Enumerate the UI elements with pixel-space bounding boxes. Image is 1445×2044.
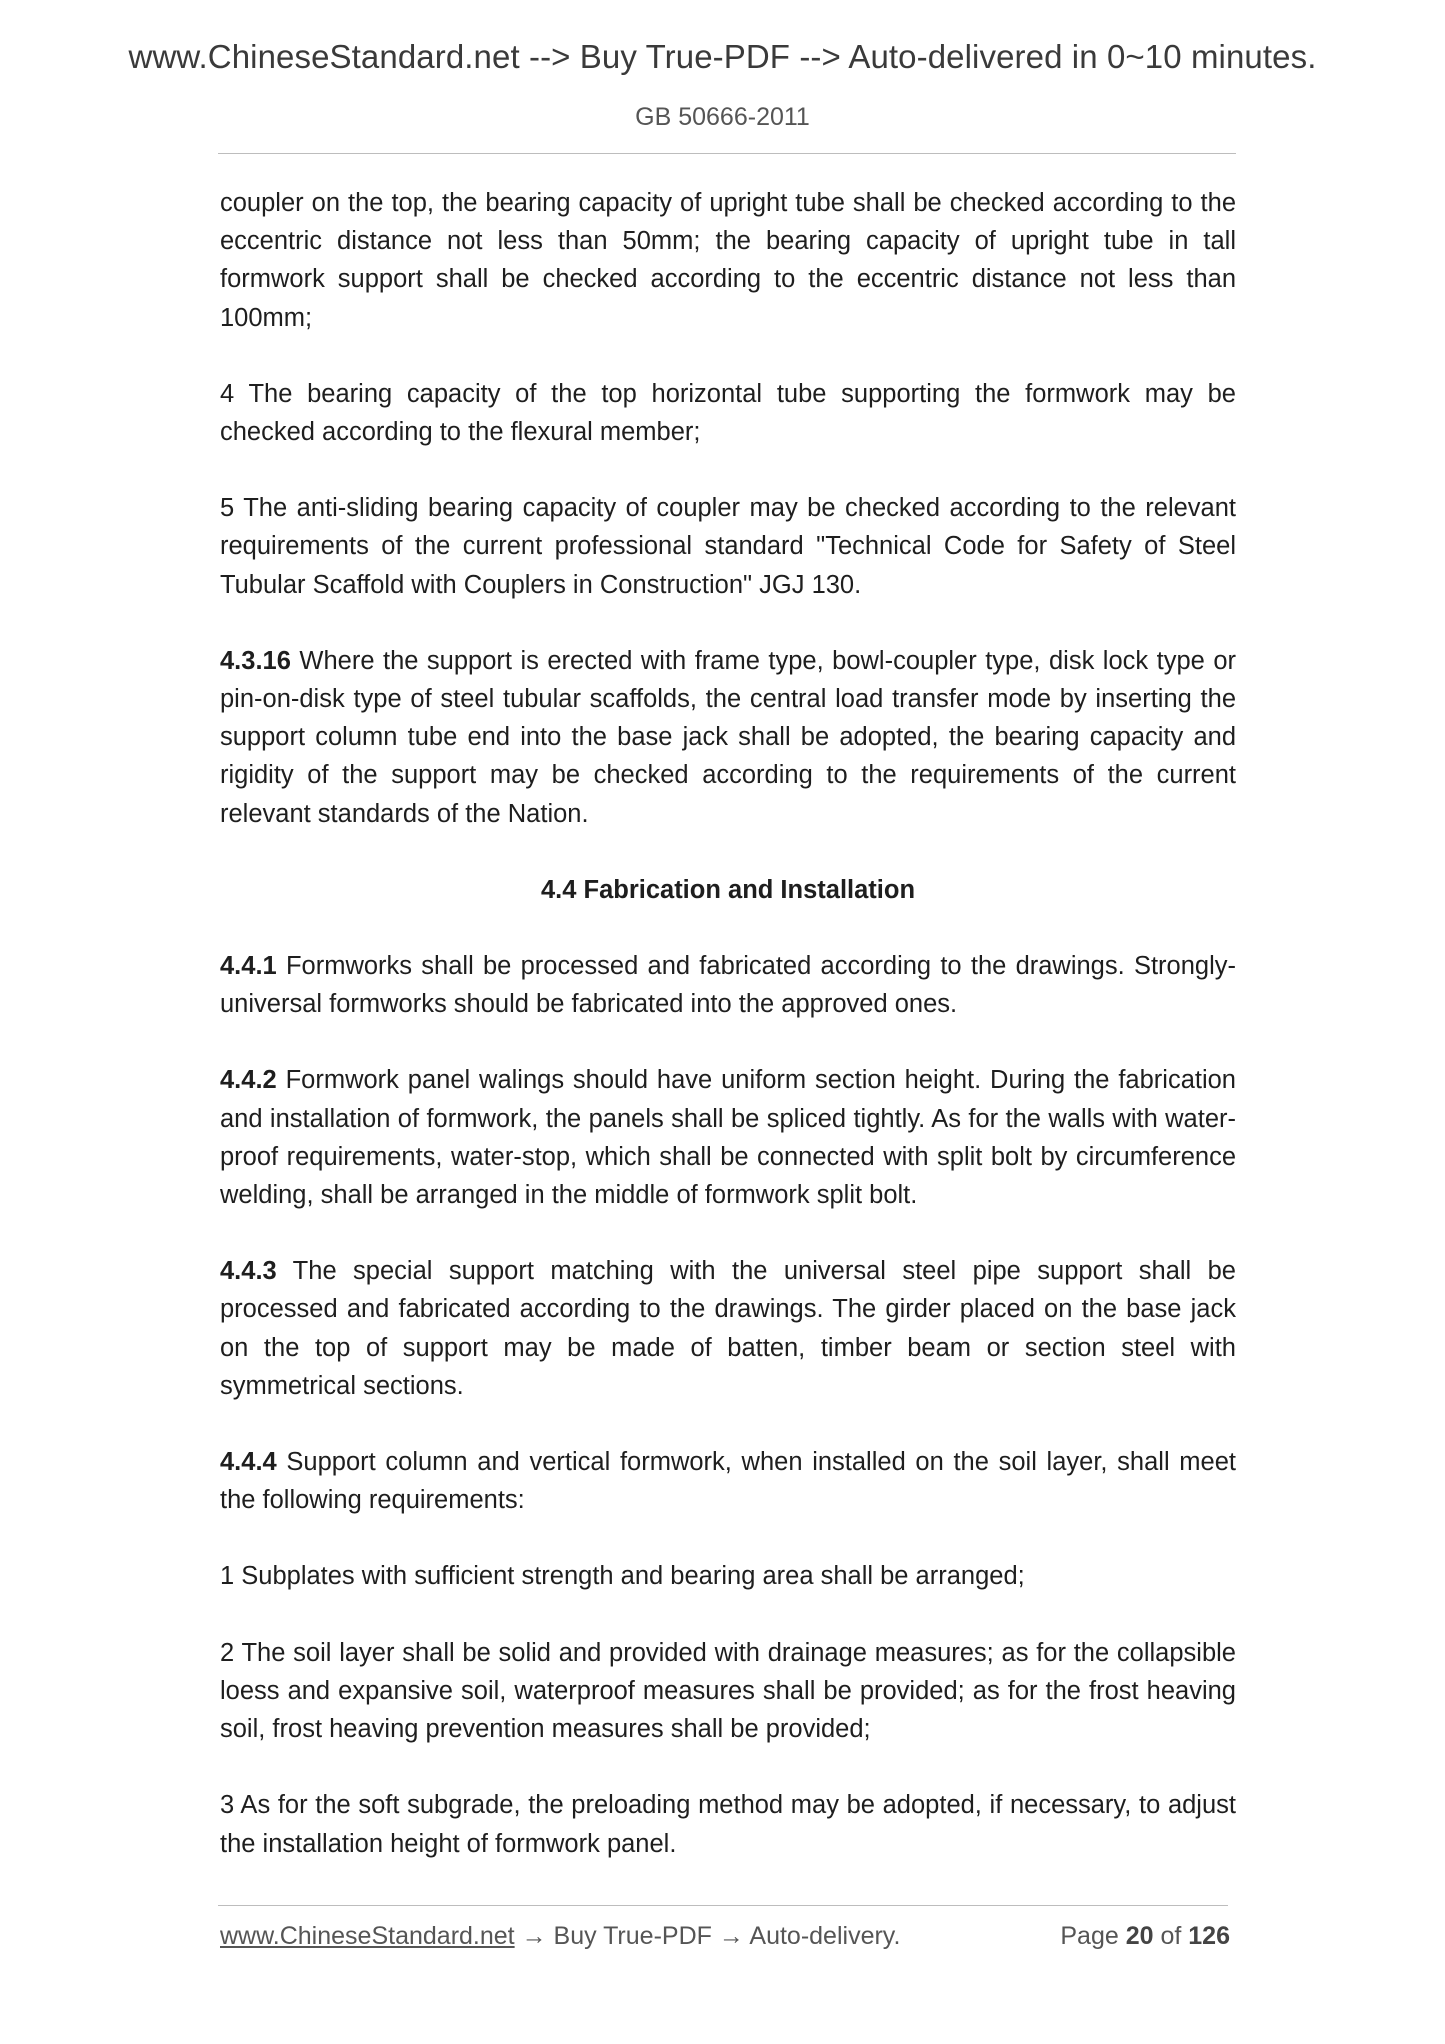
- page-label: Page: [1060, 1922, 1126, 1950]
- requirement-item-1: 1 Subplates with sufficient strength and bearing area shall be arranged;: [220, 1562, 1025, 1591]
- clause-text: Formwork panel walings should have uniform section height. During the fabrication and installation of formwork, the panels shall be spliced tightly. As for the walls with water-proof requirements, water-stop, which shall be connected with split bolt by circumference welding, shall be arranged in the middle of formwork split bolt.: [220, 1066, 1236, 1210]
- clause-number: 4.4.4: [220, 1448, 277, 1477]
- footer-left: [220, 1922, 900, 1951]
- document-body: [220, 184, 1236, 1863]
- total-pages: 126: [1188, 1922, 1230, 1950]
- clause-text: The special support matching with the universal steel pipe support shall be processed and fabricated according to the drawings. The girder placed on the base jack on the top of support may be made of batten, timber beam or section steel with symmetrical sections.: [220, 1257, 1236, 1400]
- clause-4-4-1: [220, 947, 1236, 1023]
- clause-number: 4.3.16: [220, 646, 291, 675]
- clause-number: 4.4.3: [220, 1257, 277, 1286]
- page-number: 20: [1125, 1922, 1154, 1950]
- clause-text: Support column and vertical formwork, when installed on the soil layer, shall meet the following requirements:: [220, 1448, 1236, 1515]
- clause-4-4-3: [220, 1252, 1236, 1405]
- clause-4-4-2: [220, 1061, 1236, 1214]
- page-indicator: [1060, 1922, 1230, 1951]
- site-link[interactable]: www.ChineseStandard.net: [220, 1922, 515, 1950]
- of-label: of: [1153, 1922, 1189, 1950]
- requirement-item-2: 2 The soil layer shall be solid and provided with drainage measures; as for the collapsible loess and expansive soil, waterproof measures shall be provided; as for the frost heaving soil, frost heaving prevention measures shall be provided;: [220, 1638, 1236, 1744]
- clause-number: 4.4.2: [220, 1066, 277, 1095]
- clause-number: 4.4.1: [220, 952, 277, 981]
- section-heading: 4.4 Fabrication and Installation: [540, 875, 916, 904]
- list-item-5: 5 The anti-sliding bearing capacity of coupler may be checked according to the relevant requirements of the current professional standard "Technical Code for Safety of Steel Tubular Scaffold with Couplers in Construction" JGJ 130.: [220, 494, 1236, 599]
- header-divider: [218, 153, 1236, 154]
- page-footer: [220, 1922, 1230, 1962]
- clause-text: Formworks shall be processed and fabricated according to the drawings. Strongly-universal formworks should be fabricated into the approved ones.: [220, 952, 1236, 1019]
- standard-code: GB 50666-2011: [635, 103, 810, 131]
- clause-4-4-4: [220, 1443, 1236, 1519]
- list-item-4: 4 The bearing capacity of the top horizontal tube supporting the formwork may be checked according to the flexural member;: [220, 379, 1236, 447]
- site-banner: www.ChineseStandard.net --> Buy True-PDF --> Auto-delivered in 0~10 minutes.: [128, 38, 1317, 75]
- clause-4-3-16: [220, 642, 1236, 833]
- clause-text: Where the support is erected with frame type, bowl-coupler type, disk lock type or pin-on-disk type of steel tubular scaffolds, the central load transfer mode by inserting the support column tube end into the base jack shall be adopted, the bearing capacity and rigidity of the support may be checked according to the requirements of the current relevant standards of the Nation.: [220, 646, 1236, 828]
- paragraph-continuation: coupler on the top, the bearing capacity of upright tube shall be checked according to the eccentric distance not less than 50mm; the bearing capacity of upright tube in tall formwork support shall be checked according to the eccentric distance not less than 100mm;: [220, 189, 1236, 332]
- requirement-item-3: 3 As for the soft subgrade, the preloading method may be adopted, if necessary, to adjust the installation height of formwork panel.: [220, 1791, 1236, 1858]
- footer-divider: [218, 1905, 1228, 1906]
- footer-tagline: → Buy True-PDF → Auto-delivery.: [514, 1922, 901, 1950]
